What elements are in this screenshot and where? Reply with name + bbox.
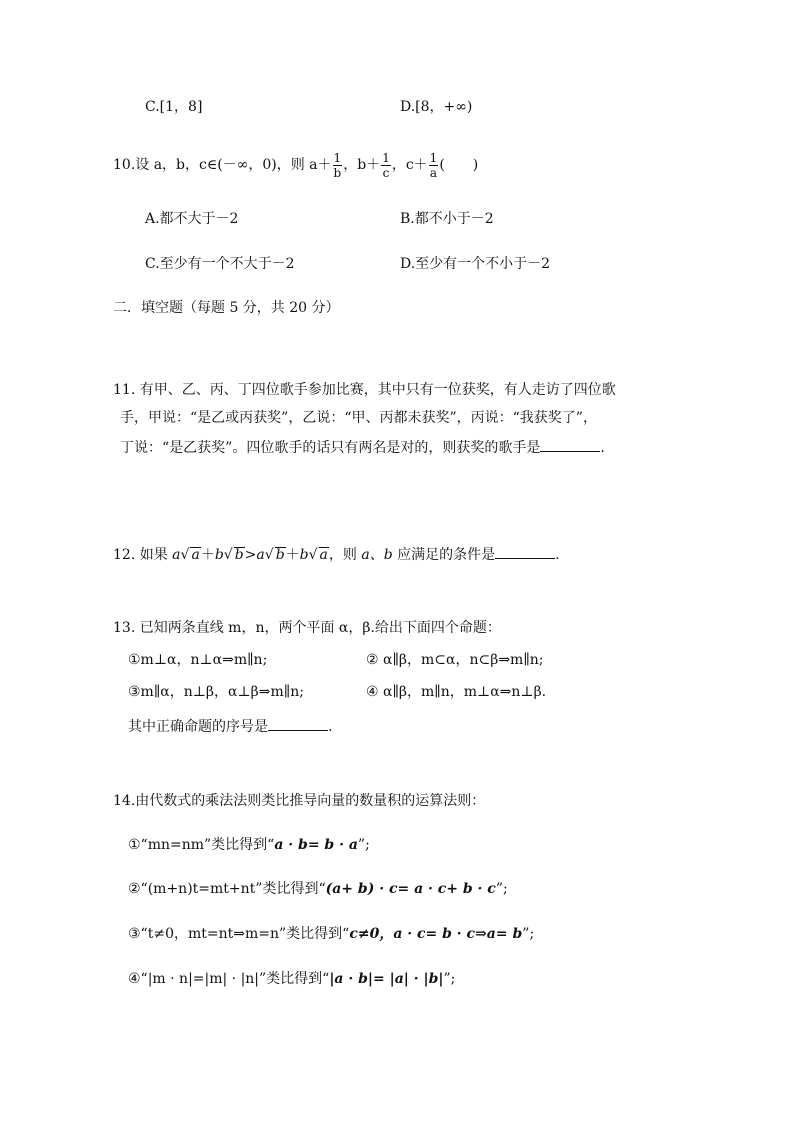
plus-sign: ＋	[285, 547, 300, 563]
q10-stem	[113, 146, 478, 184]
q14-item-3	[128, 925, 534, 943]
frac-den: c	[382, 165, 390, 180]
q13-end: .	[328, 719, 333, 735]
section-2-title: 二．填空题（每题 5 分，共 20 分）	[113, 300, 340, 316]
q13-prop-1: ①m⊥α，n⊥α⇒m∥n;	[128, 652, 268, 668]
q12-prefix: 12. 如果	[113, 547, 173, 563]
radicand: a	[191, 547, 200, 563]
frac-num: 1	[429, 150, 438, 165]
item-end: ”;	[443, 971, 456, 987]
q14-intro: 14.由代数式的乘法法则类比推导向量的数量积的运算法则：	[113, 793, 486, 809]
q13-prop-2: ② α∥β，m⊂α，n⊂β⇒m∥n;	[366, 652, 544, 668]
q14-item-1	[128, 836, 370, 854]
sqrt-icon: √	[264, 547, 274, 563]
answer-blank[interactable]	[268, 716, 328, 731]
plus-sign: ＋	[200, 547, 215, 563]
q10-prefix: 10.设 a，b，c∈(－∞，0)，则 a＋	[113, 157, 332, 173]
frac-num: 1	[382, 150, 390, 165]
q11-end: .	[600, 440, 605, 456]
answer-blank[interactable]	[540, 437, 600, 452]
q10-suffix: ( )	[439, 157, 479, 173]
q10-option-c: C.至少有一个不大于－2	[145, 256, 295, 272]
q10-option-a: A.都不大于－2	[145, 211, 239, 227]
item-prefix: ①“mn=nm”类比得到“	[128, 837, 275, 853]
radicand: b	[275, 547, 285, 563]
item-end: ”;	[357, 837, 370, 853]
q12-end: .	[555, 547, 560, 563]
item-prefix: ④“|m · n|=|m| · |n|”类比得到“	[128, 971, 330, 987]
vector-expression: a · b= b · a	[274, 837, 358, 853]
q14-item-4	[128, 970, 455, 988]
frac-den: b	[333, 165, 342, 180]
vector-expression: |a · b|= |a| · |b|	[329, 971, 444, 987]
frac-num: 1	[333, 150, 342, 165]
q10-frac-1a	[429, 151, 439, 180]
vector-expression: c≠0，a · c= b · c⇒a= b	[349, 926, 523, 942]
q10-frac-1b	[333, 151, 343, 180]
q12-mid: ，则	[328, 547, 362, 563]
q11-line-3	[120, 437, 605, 457]
q13-answer-text: 其中正确命题的序号是	[128, 719, 268, 735]
answer-blank[interactable]	[495, 544, 555, 559]
q13-prop-3: ③m∥α，n⊥β，α⊥β⇒m∥n;	[128, 684, 304, 700]
q12-vars: a、b	[361, 547, 393, 563]
sqrt-icon: √	[180, 547, 190, 563]
greater-than-sign: >	[244, 547, 257, 563]
vector-expression: (a+ b) · c= a · c+ b · c	[325, 881, 496, 897]
radicand: a	[319, 547, 328, 563]
q13-intro: 13. 已知两条直线 m，n，两个平面 α，β.给出下面四个命题：	[113, 620, 501, 636]
q12-stem	[113, 544, 560, 564]
var-a: a	[172, 547, 181, 563]
q10-option-d: D.至少有一个不小于－2	[400, 256, 551, 272]
q14-item-2	[128, 880, 508, 898]
var-b: b	[214, 547, 224, 563]
item-prefix: ②“(m+n)t=mt+nt”类比得到“	[128, 881, 326, 897]
q10-frac-1c	[381, 151, 391, 180]
sqrt-icon: √	[308, 547, 318, 563]
q10-option-b: B.都不小于－2	[400, 211, 494, 227]
var-b: b	[299, 547, 309, 563]
item-prefix: ③“t≠0，mt=nt⇒m=n”类比得到“	[128, 926, 350, 942]
q12-suffix: 应满足的条件是	[392, 547, 496, 563]
q9-option-d: D.[8，+∞)	[400, 99, 473, 115]
sqrt-icon: √	[223, 547, 233, 563]
q11-line-2: 手，甲说：“是乙或丙获奖”，乙说：“甲、丙都未获奖”，丙说：“我获奖了”，	[120, 410, 597, 426]
var-a: a	[256, 547, 265, 563]
item-end: ”;	[495, 881, 508, 897]
frac-den: a	[429, 165, 438, 180]
q10-mid1: ，b＋	[343, 157, 381, 173]
q9-option-c: C.[1，8]	[145, 99, 203, 115]
q11-line-1: 11. 有甲、乙、丙、丁四位歌手参加比赛，其中只有一位获奖，有人走访了四位歌	[113, 382, 616, 398]
q13-answer	[128, 716, 332, 736]
q10-mid2: ，c＋	[391, 157, 428, 173]
item-end: ”;	[522, 926, 535, 942]
radicand: b	[234, 547, 244, 563]
q11-text: 丁说：“是乙获奖”。四位歌手的话只有两名是对的，则获奖的歌手是	[120, 440, 541, 456]
q13-prop-4: ④ α∥β，m∥n，m⊥α⇒n⊥β.	[366, 684, 547, 700]
